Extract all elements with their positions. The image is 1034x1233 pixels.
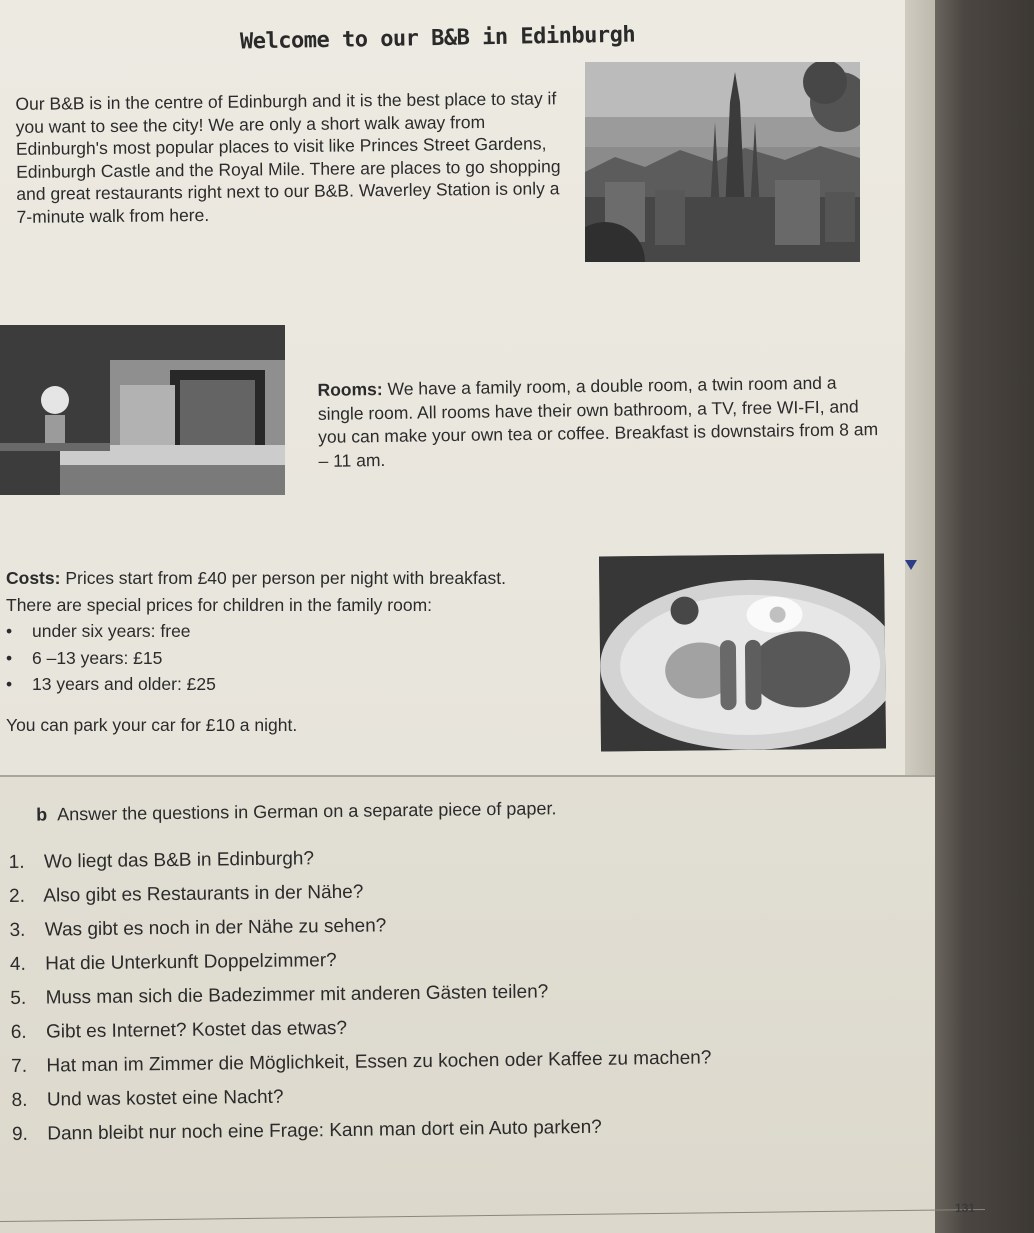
bedroom-illustration [0, 325, 285, 495]
question-number: 9. [11, 1123, 29, 1145]
costs-line1 [6, 565, 606, 592]
question-number: 6. [10, 1021, 27, 1043]
instruction-text: Answer the questions in German on a separate piece of paper. [56, 798, 557, 825]
question-number: 2. [8, 885, 26, 907]
children-prices-list [6, 618, 606, 698]
bedroom-photo [0, 325, 285, 495]
list-item: • 13 years and older: £25 [6, 671, 606, 698]
page-number: 131 [955, 1201, 976, 1215]
question-number: 5. [10, 987, 27, 1009]
exercise-letter: b [35, 804, 48, 825]
question-text: Was gibt es noch in der Nähe zu sehen? [44, 915, 387, 941]
question-text: Und was kostet eine Nacht? [46, 1086, 284, 1111]
intro-paragraph: Our B&B is in the centre of Edinburgh and it is the best place to stay if you want to see the city! We are only a short walk away from Edinburgh's most popular places to visit like Princes Street Gardens, Edinburgh Castle and the Royal Mile. There are places to go shopping and great restaurants right next to our B&B. Waverley Station is only a 7-minute walk from here. [15, 88, 561, 227]
background-edge [935, 0, 1034, 1233]
rooms-text: We have a family room, a double room, a twin room and a single room. All rooms have their own bathroom, a TV, free WI-FI, and you can make your own tea or coffee. Breakfast is downstairs from 8 am – 11 am. [317, 372, 879, 471]
question-text: Gibt es Internet? Kostet das etwas? [45, 1017, 348, 1043]
rooms-label: Rooms: [317, 379, 383, 400]
question-number: 8. [11, 1089, 28, 1111]
breakfast-illustration [599, 554, 886, 752]
costs-line2: There are special prices for children in the family room: [6, 594, 433, 615]
margin-strip [905, 0, 935, 775]
question-number: 4. [9, 953, 26, 975]
rooms-paragraph [317, 371, 878, 473]
question-number: 7. [11, 1055, 28, 1077]
question-list [9, 835, 913, 1152]
list-item: • under six years: free [6, 618, 606, 645]
question-number: 3. [9, 919, 26, 941]
city-illustration [585, 62, 860, 262]
list-item: • 6 –13 years: £15 [6, 645, 606, 672]
page-marker-icon [905, 560, 917, 570]
question-text: Muss man sich die Badezimmer mit anderen Gästen teilen? [45, 981, 549, 1009]
edinburgh-photo [585, 62, 860, 262]
costs-section [6, 565, 606, 738]
question-text: Also gibt es Restaurants in der Nähe? [43, 881, 364, 907]
costs-text: Prices start from £40 per person per night with breakfast. [65, 568, 506, 588]
question-text: Dann bleibt nur noch eine Frage: Kann man dort ein Auto parken? [47, 1116, 602, 1145]
parking-text: You can park your car for £10 a night. [6, 714, 298, 735]
exercise-section [8, 794, 912, 1152]
breakfast-photo [599, 554, 886, 752]
page-title: Welcome to our B&B in Edinburgh [239, 22, 636, 55]
question-text: Hat die Unterkunft Doppelzimmer? [45, 949, 337, 975]
question-text: Hat man im Zimmer die Möglichkeit, Essen zu kochen oder Kaffee zu machen? [46, 1047, 712, 1077]
costs-label: Costs: [6, 568, 61, 588]
question-number: 1. [8, 851, 25, 873]
question-text: Wo liegt das B&B in Edinburgh? [43, 848, 315, 873]
